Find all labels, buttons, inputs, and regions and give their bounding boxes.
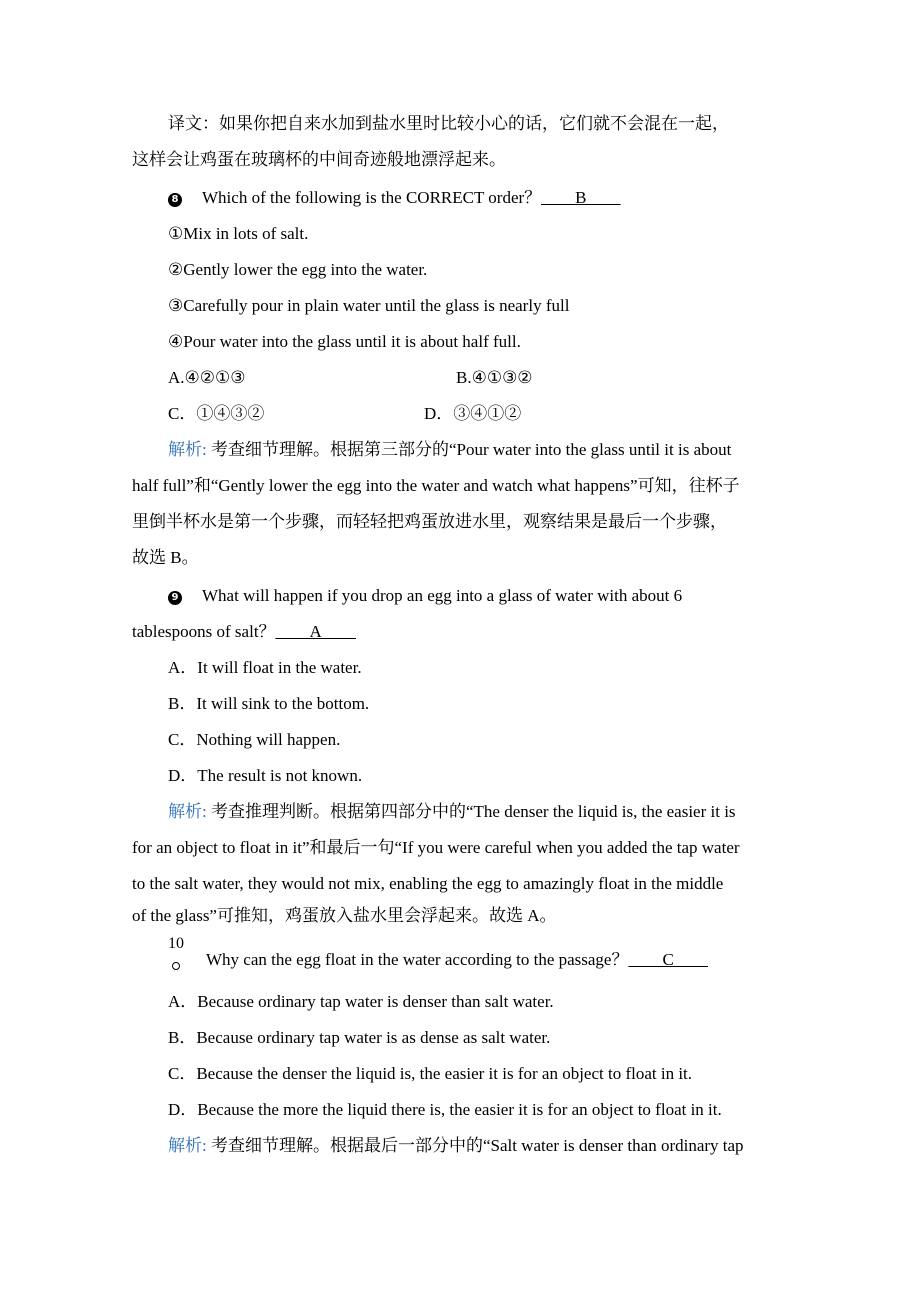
q8-analysis-line-1: 解析: 考查细节理解。根据第三部分的“Pour water into the glass until it is about — [168, 440, 732, 459]
q8-step-2: ②Gently lower the egg into the water. — [168, 260, 428, 279]
circle-icon — [172, 962, 180, 970]
q8-step-4: ④Pour water into the glass until it is about half full. — [168, 332, 521, 351]
translation-label: 译文： — [168, 114, 219, 133]
translation-line-2 — [132, 142, 792, 178]
answer-10: C — [662, 950, 674, 969]
q9-analysis-line-2: for an object to float in it”和最后一句“If you were careful when you added the tap water — [132, 838, 740, 857]
answer-8: B — [575, 188, 587, 207]
q8-analysis-line-3: 里倒半杯水是第一个步骤，而轻轻把鸡蛋放进水里，观察结果是最后一个步骤， — [132, 512, 727, 531]
q8-options-row-2 — [168, 396, 792, 432]
q10-option-d: D．Because the more the liquid there is, the easier it is for an object to float in it. — [168, 1100, 722, 1119]
q10-option-c: C．Because the denser the liquid is, the easier it is for an object to float in it. — [168, 1064, 693, 1083]
q8-step-1: ①Mix in lots of salt. — [168, 224, 309, 243]
question-8-text: Which of the following is the CORRECT order？ — [202, 188, 542, 207]
q9-option-a: A．It will float in the water. — [168, 658, 362, 677]
answer-9: A — [309, 622, 322, 641]
question-10-text: Why can the egg float in the water according to the passage？ — [206, 950, 629, 969]
q8-option-c: C．①④③② — [168, 404, 265, 423]
q8-analysis-line-4: 故选 B。 — [132, 548, 199, 567]
q8-analysis-label: 解析: — [168, 440, 207, 459]
question-8 — [168, 180, 792, 216]
q9-analysis-line-4: of the glass”可推知，鸡蛋放入盐水里会浮起来。故选 A。 — [132, 906, 557, 925]
translation-text-1: 如果你把自来水加到盐水里时比较小心的话，它们就不会混在一起， — [219, 114, 729, 133]
answer-blank-9: ____A____ — [275, 622, 356, 641]
question-9-text-2: tablespoons of salt？ — [132, 622, 276, 641]
question-number-8-badge: 8 — [168, 193, 182, 207]
q10-option-a: A．Because ordinary tap water is denser than salt water. — [168, 992, 554, 1011]
answer-blank-8: ____B____ — [541, 188, 621, 207]
question-9-line-2 — [132, 614, 792, 650]
q8-option-d: D．③④①② — [424, 404, 522, 423]
q9-option-d: D．The result is not known. — [168, 766, 363, 785]
translation-text-2: 这样会让鸡蛋在玻璃杯的中间奇迹般地漂浮起来。 — [132, 150, 506, 169]
q8-analysis-line-2: half full”和“Gently lower the egg into the water and watch what happens”可知，往杯子 — [132, 476, 740, 495]
q10-option-b: B．Because ordinary tap water is as dense as salt water. — [168, 1028, 551, 1047]
q9-analysis-line-3: to the salt water, they would not mix, enabling the egg to amazingly float in the middle — [132, 874, 724, 893]
q8-option-b: B.④①③② — [456, 368, 533, 387]
question-9 — [168, 578, 792, 614]
q8-step-3: ③Carefully pour in plain water until the glass is nearly full — [168, 296, 570, 315]
q8-option-a: A.④②①③ — [168, 368, 246, 387]
question-10 — [168, 935, 792, 978]
q9-option-b: B．It will sink to the bottom. — [168, 694, 370, 713]
answer-blank-10: ____C____ — [628, 950, 708, 969]
q9-analysis-label: 解析: — [168, 802, 207, 821]
q9-option-c: C．Nothing will happen. — [168, 730, 341, 749]
q9-analysis-line-1: 解析: 考查推理判断。根据第四部分中的“The denser the liquid is, the easier it is — [168, 802, 736, 821]
q10-analysis-label: 解析: — [168, 1136, 207, 1155]
q8-options-row-1 — [168, 360, 792, 396]
question-9-text-1: What will happen if you drop an egg into a glass of water with about 6 — [202, 586, 683, 605]
question-number-9-badge: 9 — [168, 591, 182, 605]
question-number-10-badge: 10 — [168, 942, 206, 978]
q10-analysis-line-1: 解析: 考查细节理解。根据最后一部分中的“Salt water is denser than ordinary tap — [168, 1136, 744, 1155]
translation-line-1 — [168, 106, 792, 142]
